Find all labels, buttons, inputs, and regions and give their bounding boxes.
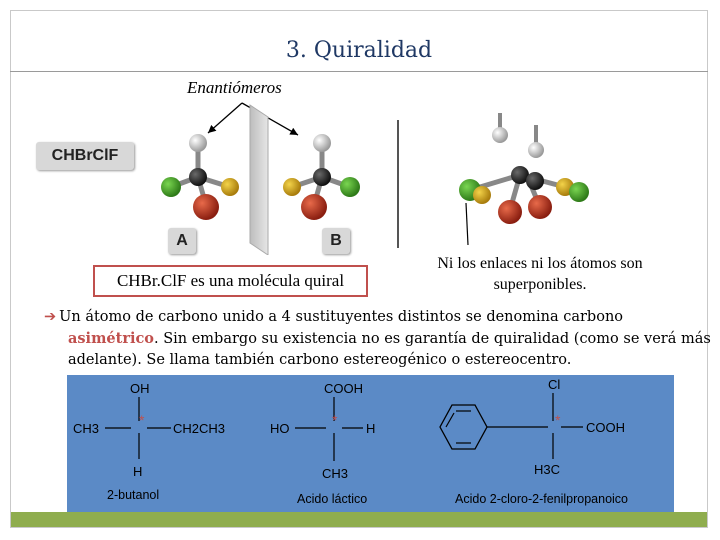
- molecule-a-model: [161, 134, 239, 220]
- enantiomers-label: Enantiómeros: [187, 78, 282, 97]
- molecule-acido-lactico: [270, 381, 375, 506]
- m2-star: *: [332, 412, 338, 428]
- arrow-to-a: [208, 103, 242, 133]
- title-area: [10, 10, 708, 72]
- m3-star: *: [555, 412, 561, 428]
- chiral-statement: [93, 265, 368, 297]
- m3-name: Acido 2-cloro-2-fenilpropanoico: [455, 492, 629, 506]
- m1-right: CH2CH3: [173, 421, 226, 436]
- m1-bottom: H: [133, 464, 143, 479]
- enantiomers-figure: [30, 95, 680, 255]
- m2-left: HO: [270, 421, 290, 436]
- definition-paragraph: [44, 307, 718, 371]
- label-a-badge: A: [168, 228, 196, 254]
- superposition-note: Ni los enlaces ni los átomos son superponibles.: [437, 255, 643, 293]
- divider-line: [397, 120, 399, 248]
- chiral-statement-text: CHBr.ClF es una molécula quiral: [116, 271, 345, 290]
- m3-top: Cl: [548, 377, 561, 392]
- mirror-plane: [250, 105, 268, 255]
- formula-badge: CHBrClF: [36, 142, 134, 170]
- slide-title: 3. Quiralidad: [285, 38, 433, 63]
- paragraph-highlight: asimétrico: [68, 330, 154, 347]
- m2-right: H: [366, 421, 376, 436]
- molecule-acido-cloro-fenilpropanoico: [440, 377, 628, 506]
- benzene-ring: [440, 405, 487, 449]
- m2-name: Acido láctico: [297, 492, 368, 506]
- m2-top: COOH: [324, 381, 363, 396]
- m1-left: CH3: [73, 421, 100, 436]
- footer-bar: [11, 512, 707, 527]
- m1-name: 2-butanol: [107, 488, 160, 502]
- m3-bottom: H3C: [534, 462, 561, 477]
- molecule-2-butanol: [73, 381, 225, 502]
- m1-star: *: [139, 412, 145, 428]
- paragraph-part1: Un átomo de carbono unido a 4 sustituyentes distintos se denomina carbono: [59, 309, 624, 325]
- m1-top: OH: [130, 381, 150, 396]
- superposed-model: [459, 113, 589, 245]
- paragraph-part2: . Sin embargo su existencia no es garantía de quiralidad (como se verá más adelante). Se llama también carbono estereogénico o estereocentro.: [68, 331, 711, 368]
- m2-bottom: CH3: [322, 466, 349, 481]
- examples-svg: [67, 375, 674, 512]
- examples-panel: [67, 375, 674, 512]
- m3-right: COOH: [586, 420, 625, 435]
- label-b-badge: B: [322, 228, 350, 254]
- molecule-b-model: [283, 134, 360, 220]
- arrow-bullet-icon: ➔: [44, 309, 57, 325]
